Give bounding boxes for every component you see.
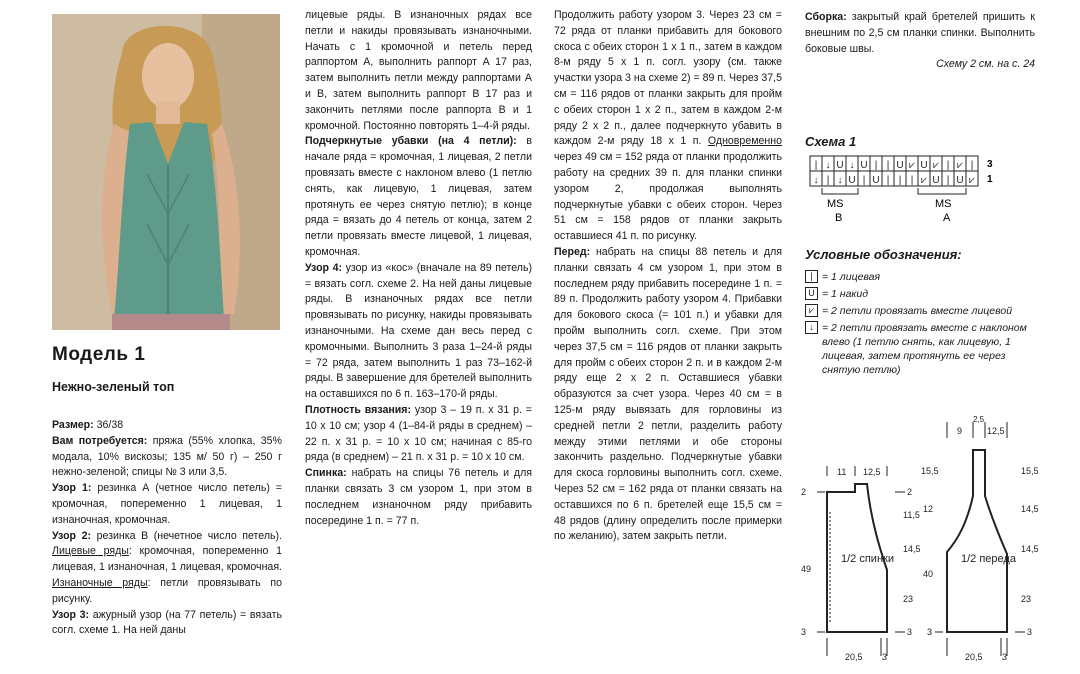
svg-text:U: U bbox=[932, 175, 940, 186]
svg-text:U: U bbox=[896, 160, 904, 171]
legend-item-text: = 1 накид bbox=[822, 288, 869, 300]
front-bottom: 20,5 bbox=[965, 652, 983, 662]
svg-text:⩗: ⩗ bbox=[933, 160, 939, 171]
front-bottom-small: 3 bbox=[1002, 652, 1008, 662]
pattern2-text: резинка В (нечетное число петель). bbox=[91, 529, 283, 542]
legend-item bbox=[805, 287, 1035, 301]
svg-text:|: | bbox=[826, 175, 830, 186]
back-right-b: 11,5 bbox=[903, 510, 920, 520]
svg-text:|: | bbox=[946, 160, 950, 171]
size-value: 36/38 bbox=[93, 419, 124, 431]
pattern4-paragraph bbox=[305, 261, 532, 403]
back-top-right: 12,5 bbox=[863, 467, 881, 477]
svg-text:↓: ↓ bbox=[825, 160, 831, 171]
back-label: 1/2 спинки bbox=[841, 553, 894, 565]
scheme1-row-3: 3 bbox=[987, 159, 993, 170]
column-1 bbox=[52, 418, 282, 639]
pattern1-text: резинка А (четное число петель) = кромочная, попеременно 1 лицевая, 1 изнаночная, кромочная. bbox=[52, 482, 282, 526]
back-diagram bbox=[801, 466, 921, 662]
svg-text:⩗: ⩗ bbox=[909, 160, 915, 171]
pattern4-text: узор из «кос» (вначале на 89 петель) = вязать согл. схеме 2. На ней даны лицевые ряды. В изнаночных рядах все петли провязывать по рисунку, накиды провязывать изнаночными. На схеме дан весь перед с кромочными. Выполнить 3 раза 1–24-й ряды = 72 ряда, затем выполнить 1 раз 73–162-й ряды. В завершение для бретелей выполнить на оставшихся по 6 п. 163–170-й ряды. bbox=[305, 261, 532, 401]
legend-item bbox=[805, 304, 1035, 318]
back-right-e: 3 bbox=[907, 627, 913, 637]
back-paragraph bbox=[305, 466, 532, 529]
legend-item bbox=[805, 321, 1035, 377]
legend-item-text: = 2 петли провязать вместе с наклоном влево (1 петлю снять, как лицевую, 1 лицевая, затем протянуть ее через снятую петлю) bbox=[822, 322, 1027, 376]
legend bbox=[805, 270, 1035, 380]
svg-text:|: | bbox=[970, 160, 974, 171]
front-right-a: 15,5 bbox=[1021, 466, 1039, 476]
front-text: набрать на спицы 88 петель и для планки связать 4 см узором 1, при этом в последнем ряду прибавить посередине 1 п. = 89 п. Продолжить работу узором 4. Прибавки для бокового скоса (= 101 п.) и убавки для пройм выполнить согл. схеме. При этом через 37,5 см = 116 рядов от планки закрыть для пройм с обеих сторон 2 п. и в каждом 2-м ряду еще 2 х 2 п. Оставшиеся убавки образуются за счет узора. Через 40 см = в 125-м ряду вывязать для горловины из средней петли 2 петли, разделить работу между этими петлями и обе стороны закончить раздельно. Подчеркнутые убавки для скоса горловины выполнить согл. схеме. Через 52 см = 162 ряда от планки связать на оставшихся по 6 п. бретелей еще 15,5 см = 48 рядов (длину определить после примерки по желанию), затем закрыть петли. bbox=[554, 245, 782, 543]
scheme1-title: Схема 1 bbox=[805, 134, 857, 149]
pattern-diagrams bbox=[795, 412, 1055, 673]
gauge-text: узор 3 – 19 п. х 31 р. = 10 х 10 см; узор 4 (1–84-й ряды в среднем) – 22 п. х 31 р. = 10 х 10 см; начиная с 85-го ряда (в среднем) – 21 п. х 31 р. = 10 х 10 см. bbox=[305, 403, 532, 464]
svg-text:|: | bbox=[910, 175, 914, 186]
svg-text:↓: ↓ bbox=[837, 175, 843, 186]
back-left-height: 49 bbox=[801, 564, 812, 574]
front-diagram bbox=[921, 415, 1039, 662]
front-left-c: 40 bbox=[923, 569, 934, 579]
svg-text:U: U bbox=[872, 175, 880, 186]
svg-text:|: | bbox=[814, 160, 818, 171]
ssk-icon: ↓ bbox=[805, 321, 818, 334]
back-text: набрать на спицы 76 петель и для планки связать 3 см узором 1, при этом в последнем изнаночном ряду прибавить посередине 1 п. = 77 п. bbox=[305, 467, 532, 527]
assembly-text: закрытый край бретелей пришить к внешним по 2,5 см планки спинки. Выполнить боковые швы. bbox=[805, 11, 1035, 55]
back-left-mark-bottom: 3 bbox=[801, 627, 807, 637]
back-top-left: 11 bbox=[837, 467, 847, 477]
scheme1-label-b: B bbox=[835, 212, 843, 224]
model-subtitle: Нежно-зеленый топ bbox=[52, 380, 175, 394]
svg-text:↓: ↓ bbox=[813, 175, 819, 186]
svg-text:|: | bbox=[862, 175, 866, 186]
front-left-b: 12 bbox=[923, 504, 934, 514]
size-paragraph bbox=[52, 418, 282, 434]
front-top-a: 2,5 bbox=[973, 415, 985, 424]
svg-text:U: U bbox=[836, 160, 844, 171]
svg-text:|: | bbox=[886, 160, 890, 171]
back-continued-text: Продолжить работу узором 3. Через 23 см = 72 ряда от планки прибавить для бокового скоса с обеих сторон 1 х 1 п., затем в каждом 8-м ряду 5 х 1 п. согл. узору (см. также участки узора 3 на схеме 2) = 89 п. Через 37,5 см = 116 рядов от планки закрыть для пройм с обеих сторон 1 х 2 п., затем в каждом 2-м ряду 2 х 2 п., далее подчеркнуто убавить в каждом 2-м ряду 18 х 1 п. bbox=[554, 9, 782, 148]
back-right-d: 23 bbox=[903, 594, 914, 604]
back-bottom: 20,5 bbox=[845, 652, 863, 662]
pattern3-paragraph bbox=[52, 608, 282, 640]
back-continued-paragraph bbox=[554, 8, 782, 245]
back-right-a: 2 bbox=[907, 487, 913, 497]
knit-stitch-icon: | bbox=[805, 270, 818, 283]
pattern2-underline-2: Изнаночные ряды bbox=[52, 576, 148, 589]
assembly-label: Сборка: bbox=[805, 11, 847, 23]
assembly-paragraph bbox=[805, 10, 1035, 57]
legend-item-text: = 1 лицевая bbox=[822, 271, 881, 283]
front-right-e: 3 bbox=[1027, 627, 1033, 637]
back-continued-text-2: через 49 см = 152 ряда от планки продолжить работу на средних 39 п. для планки спинки узором 2, продолжая выполнять подчеркнутые убавки с обеих сторон. Через 51 см = 158 рядов от планки закрыть оставшиеся 41 п. по рисунку. bbox=[554, 151, 782, 243]
svg-text:|: | bbox=[898, 175, 902, 186]
size-label: Размер: bbox=[52, 419, 94, 431]
scheme1-ms-b: MS bbox=[827, 198, 844, 210]
pattern3-text: ажурный узор (на 77 петель) = вязать согл. схеме 1. На ней даны bbox=[52, 608, 282, 637]
back-left-mark-top: 2 bbox=[801, 487, 807, 497]
front-top-left: 9 bbox=[957, 426, 963, 436]
scheme1-ms-a: MS bbox=[935, 198, 952, 210]
needs-paragraph bbox=[52, 434, 282, 481]
model-title: Модель 1 bbox=[52, 344, 146, 365]
svg-text:⩗: ⩗ bbox=[969, 175, 975, 186]
column-2 bbox=[305, 8, 532, 529]
decrease-label: Подчеркнутые убавки (на 4 петли): bbox=[305, 135, 517, 148]
front-label: Перед: bbox=[554, 245, 591, 258]
front-left-a: 15,5 bbox=[921, 466, 939, 476]
legend-title: Условные обозначения: bbox=[805, 247, 962, 262]
svg-text:|: | bbox=[886, 175, 890, 186]
front-label: 1/2 переда bbox=[961, 553, 1016, 565]
pattern2-underline-1: Лицевые ряды bbox=[52, 545, 129, 558]
pattern2-text-2: : кромочная, попеременно 1 лицевая, 1 изнаночная, 1 лицевая, кромочная. bbox=[52, 545, 282, 574]
front-right-b: 14,5 bbox=[1021, 504, 1039, 514]
back-bottom-small: 3 bbox=[882, 652, 888, 662]
back-right-c: 14,5 bbox=[903, 544, 921, 554]
gauge-paragraph bbox=[305, 403, 532, 466]
scheme1-chart bbox=[805, 154, 1005, 239]
legend-item bbox=[805, 270, 1035, 284]
scheme1-label-a: A bbox=[943, 212, 951, 224]
col2-intro: лицевые ряды. В изнаночных рядах все петли и накиды провязывать изнаночными. Начать с 1 кромочной и петель перед раппортом А, выполнить раппорт А 17 раз, затем выполнить петли между раппортами А и В, затем выполнить раппорт В 17 раз и закончить петлями после раппорта В и 1 кромочной. Постоянно повторять 1–4-й ряды. bbox=[305, 9, 532, 132]
svg-text:U: U bbox=[920, 160, 928, 171]
simultaneously-underline: Одновременно bbox=[707, 135, 782, 148]
column-3 bbox=[554, 8, 782, 545]
front-paragraph bbox=[554, 245, 782, 545]
front-top-right: 12,5 bbox=[987, 426, 1005, 436]
svg-text:⩗: ⩗ bbox=[921, 175, 927, 186]
model-photo bbox=[52, 14, 280, 330]
column-4 bbox=[805, 10, 1035, 73]
gauge-label: Плотность вязания: bbox=[305, 403, 411, 416]
pattern2-label: Узор 2: bbox=[52, 529, 92, 542]
yarn-over-icon: U bbox=[805, 287, 818, 300]
needs-text: пряжа (55% хлопка, 35% модала, 10% вискозы; 135 м/ 50 г) – 250 г нежно-зеленой; спицы № 3 или 3,5. bbox=[52, 434, 282, 479]
legend-item-text: = 2 петли провязать вместе лицевой bbox=[822, 305, 1013, 317]
front-left-mark-bottom: 3 bbox=[927, 627, 933, 637]
svg-text:↓: ↓ bbox=[849, 160, 855, 171]
svg-text:|: | bbox=[946, 175, 950, 186]
scheme1-row-1: 1 bbox=[987, 174, 993, 185]
svg-text:⩗: ⩗ bbox=[957, 160, 963, 171]
k2tog-icon: ⩗ bbox=[805, 304, 818, 317]
pattern2-paragraph bbox=[52, 529, 282, 608]
svg-text:|: | bbox=[874, 160, 878, 171]
pattern4-label: Узор 4: bbox=[305, 261, 343, 274]
pattern2-text-3: : петли провязывать по рисунку. bbox=[52, 576, 282, 605]
svg-text:U: U bbox=[860, 160, 868, 171]
pattern1-paragraph bbox=[52, 481, 282, 528]
decrease-paragraph bbox=[305, 134, 532, 260]
needs-label: Вам потребуется: bbox=[52, 434, 148, 447]
front-right-d: 23 bbox=[1021, 594, 1032, 604]
pattern3-label: Узор 3: bbox=[52, 608, 90, 621]
scheme-reference: Схему 2 см. на с. 24 bbox=[936, 58, 1035, 71]
back-label: Спинка: bbox=[305, 467, 347, 480]
front-right-c: 14,5 bbox=[1021, 544, 1039, 554]
svg-text:U: U bbox=[848, 175, 856, 186]
decrease-text: в начале ряда = кромочная, 1 лицевая, 2 петли провязать вместе с наклоном влево (1 петлю снять, как лицевую, 1 лицевая, затем протянуть ее через снятую петлю); в конце ряда = вязать до 4 петель от конца, затем 2 петли провязать вместе лицевой, 1 лицевая, кромочная. bbox=[305, 135, 532, 258]
pattern1-label: Узор 1: bbox=[52, 482, 92, 495]
svg-text:U: U bbox=[956, 175, 964, 186]
